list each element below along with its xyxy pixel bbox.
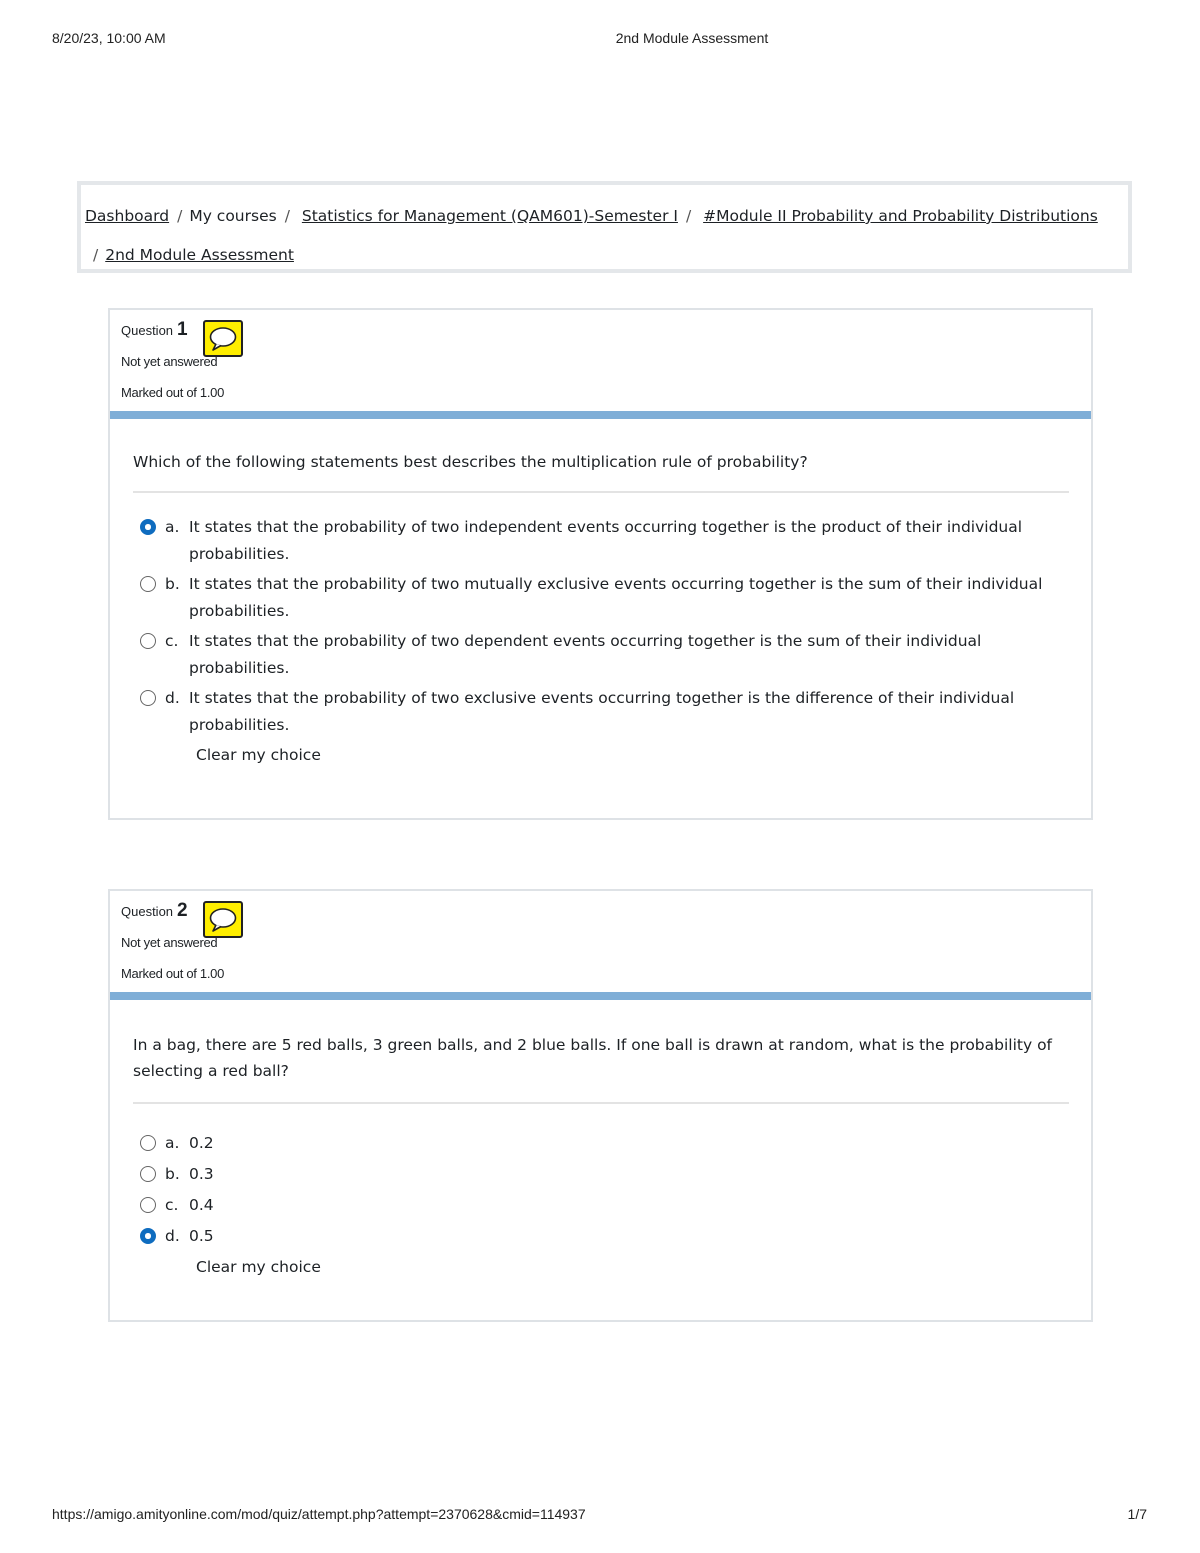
answer-option-a[interactable] [140,514,1050,567]
option-text: It states that the probability of two mutually exclusive events occurring together is the sum of their individual probabilities. [189,575,1043,620]
option-letter: b. [165,1165,180,1183]
option-text: 0.3 [189,1165,214,1183]
question-state: Not yet answered [121,935,218,950]
answer-option-d[interactable] [140,685,1050,738]
speech-bubble-icon [208,325,238,353]
radio-button[interactable] [140,1135,156,1151]
breadcrumb-separator: / [177,207,183,225]
breadcrumb-separator: / [93,246,99,264]
option-letter: c. [165,632,179,650]
breadcrumb-course-link[interactable]: Statistics for Management (QAM601)-Semester I [301,207,678,225]
breadcrumb-separator: / [685,207,692,225]
question-label: Question [121,323,174,338]
question-label: Question [121,904,174,919]
radio-button[interactable] [140,1228,156,1244]
clear-choice-link[interactable]: Clear my choice [196,746,321,764]
answer-option-a[interactable] [140,1130,1050,1157]
question-state: Not yet answered [121,354,218,369]
question-number-value: 2 [177,900,188,921]
radio-button[interactable] [140,576,156,592]
question-text: Which of the following statements best describes the multiplication rule of probability? [133,449,1069,493]
radio-button[interactable] [140,690,156,706]
option-letter: d. [165,689,180,707]
option-text: It states that the probability of two independent events occurring together is the product of their individual probabilities. [189,518,1023,563]
answer-option-c[interactable] [140,1192,1050,1219]
breadcrumb-container [77,181,1132,273]
option-letter: a. [165,518,180,536]
answer-option-c[interactable] [140,628,1050,681]
breadcrumb-my-courses: My courses [189,207,277,225]
question-divider-bar [110,411,1091,419]
question-1 [108,308,1093,820]
question-text: In a bag, there are 5 red balls, 3 green balls, and 2 blue balls. If one ball is drawn at random, what is the probability of selecting a red ball? [133,1032,1069,1104]
option-text: 0.2 [189,1134,214,1152]
radio-button[interactable] [140,519,156,535]
option-letter: a. [165,1134,180,1152]
breadcrumb-dashboard-link[interactable]: Dashboard [85,207,170,225]
answer-option-b[interactable] [140,1161,1050,1188]
breadcrumb [85,197,1125,275]
answer-option-b[interactable] [140,571,1050,624]
question-grade: Marked out of 1.00 [121,966,224,981]
print-url: https://amigo.amityonline.com/mod/quiz/attempt.php?attempt=2370628&cmid=114937 [52,1506,586,1522]
speech-bubble-icon [208,906,238,934]
print-page-number: 1/7 [1127,1506,1147,1522]
clear-choice-link[interactable]: Clear my choice [196,1258,321,1276]
radio-button[interactable] [140,1166,156,1182]
print-datetime: 8/20/23, 10:00 AM [52,30,166,46]
radio-button[interactable] [140,1197,156,1213]
option-letter: d. [165,1227,180,1245]
option-letter: b. [165,575,180,593]
question-number [121,319,188,341]
option-text: It states that the probability of two exclusive events occurring together is the difference of their individual probabilities. [189,689,1015,734]
question-2 [108,889,1093,1322]
breadcrumb-assessment-link[interactable]: 2nd Module Assessment [105,246,294,264]
answer-option-d[interactable] [140,1223,1050,1250]
option-text: 0.5 [189,1227,214,1245]
option-text: It states that the probability of two dependent events occurring together is the sum of their individual probabilities. [189,632,982,677]
question-grade: Marked out of 1.00 [121,385,224,400]
answer-list [140,514,1050,768]
question-info [110,310,1091,411]
option-letter: c. [165,1196,179,1214]
flag-question-button[interactable] [203,320,243,357]
option-text: 0.4 [189,1196,214,1214]
print-header [0,30,1200,50]
print-title: 2nd Module Assessment [615,30,769,46]
question-number [121,900,188,922]
radio-button[interactable] [140,633,156,649]
question-info [110,891,1091,992]
flag-question-button[interactable] [203,901,243,938]
question-number-value: 1 [177,319,188,340]
print-footer [0,1506,1200,1526]
breadcrumb-separator: / [284,207,290,225]
breadcrumb-module-link[interactable]: #Module II Probability and Probability Distributions [703,207,1098,225]
question-divider-bar [110,992,1091,1000]
answer-list [140,1130,1050,1280]
